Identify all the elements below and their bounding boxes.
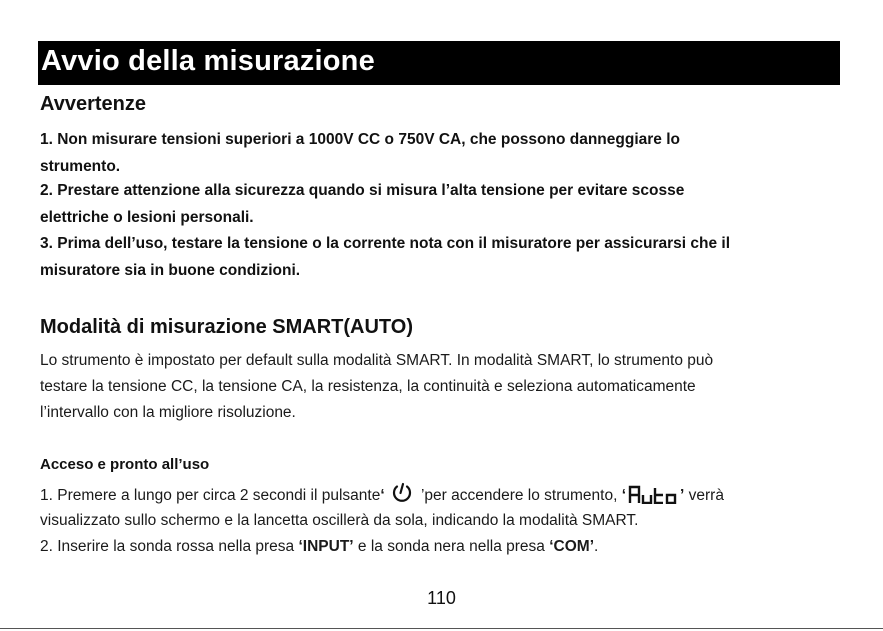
step-1-text-a: 1. Premere a lungo per circa 2 secondi il pulsante	[40, 487, 381, 504]
warning-line-6: misuratore sia in buone condizioni.	[40, 262, 301, 279]
smart-line-2: testare la tensione CC, la tensione CA, la resistenza, la continuità e seleziona automaticamente	[40, 378, 696, 395]
warning-line-4: elettriche o lesioni personali.	[40, 209, 254, 226]
smart-heading: Modalità di misurazione SMART(AUTO)	[40, 316, 413, 338]
warning-line-3: 2. Prestare attenzione alla sicurezza quando si misura l’alta tensione per evitare scosse	[40, 182, 685, 199]
com-jack-label: ‘COM’	[549, 538, 595, 555]
warnings-heading: Avvertenze	[40, 93, 146, 115]
input-jack-label: ‘INPUT’	[298, 538, 354, 555]
warning-line-5: 3. Prima dell’uso, testare la tensione o la corrente nota con il misuratore per assicurarsi che il	[40, 235, 730, 252]
step-2-text-b: e la sonda nera nella presa	[357, 538, 545, 555]
title-bar	[38, 41, 840, 85]
footer-divider	[0, 628, 883, 629]
step-2	[40, 534, 850, 560]
page-number: 110	[427, 588, 456, 608]
step-2-text-a: 2. Inserire la sonda rossa nella presa	[40, 538, 295, 555]
step-1-line-2: visualizzato sullo schermo e la lancetta oscillerà da sola, indicando la modalità SMART.	[40, 512, 639, 529]
page-title: Avvio della misurazione	[41, 45, 375, 77]
step-1-text-b: ’per accendere lo strumento,	[420, 487, 618, 504]
smart-line-3: l’intervallo con la migliore risoluzione.	[40, 404, 296, 421]
warning-line-2: strumento.	[40, 158, 121, 175]
smart-line-1: Lo strumento è impostato per default sulla modalità SMART. In modalità SMART, lo strumento può	[40, 352, 714, 369]
step-1-text-c: verrà	[688, 487, 724, 504]
step-1-line-1: 1. Premere a lungo per circa 2 secondi il pulsante‘ ’per accendere lo strumento, ‘ ’ verrà	[40, 482, 850, 513]
warning-line-1: 1. Non misurare tensioni superiori a 1000V CC o 750V CA, che possono danneggiare lo	[40, 131, 680, 148]
power-on-heading: Acceso e pronto all’uso	[40, 456, 210, 473]
step-2-text-c: .	[594, 538, 599, 555]
